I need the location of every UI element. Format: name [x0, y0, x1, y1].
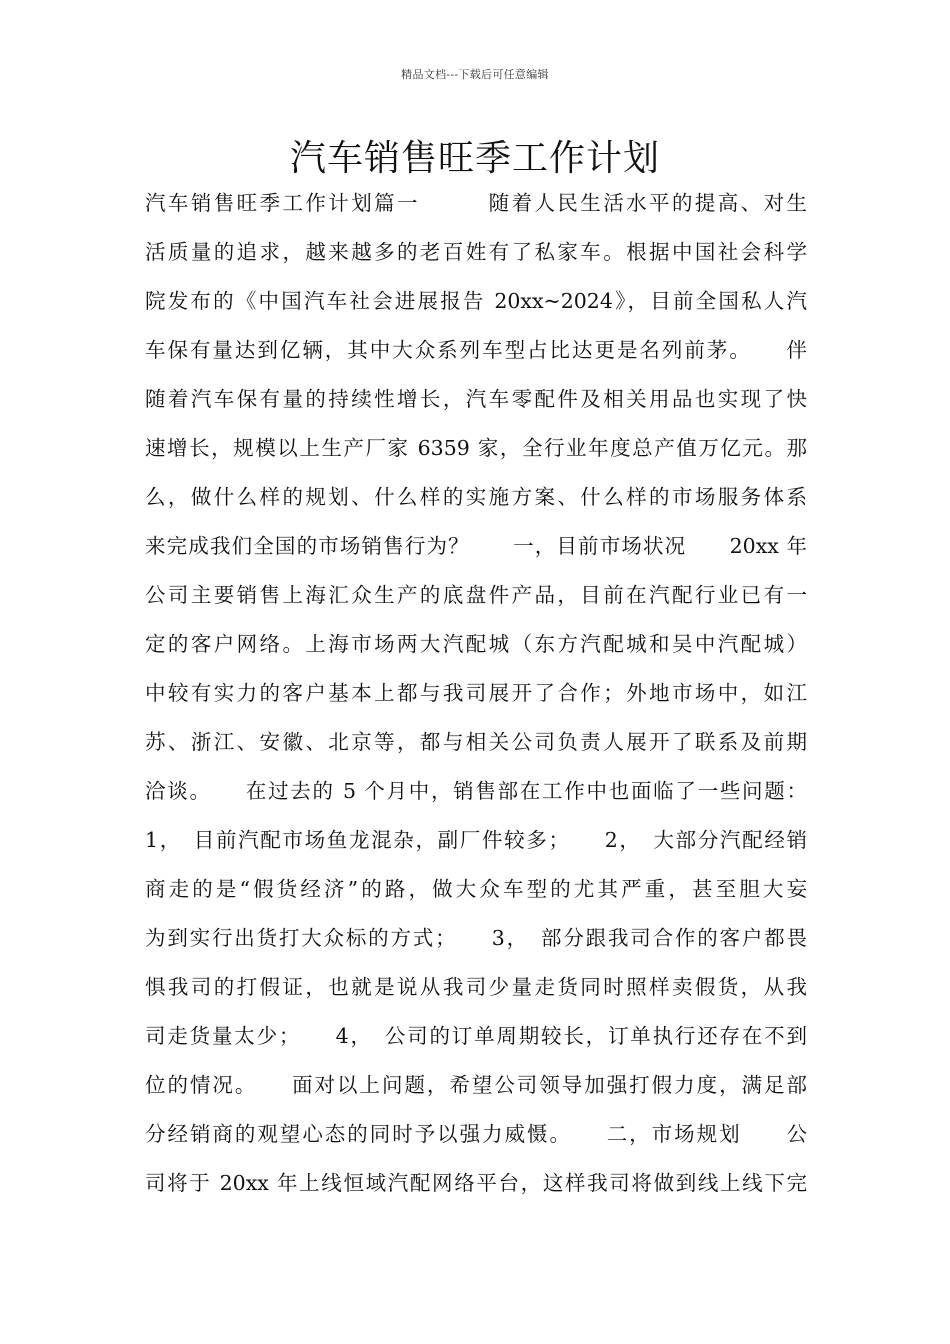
body-line: 1， 目前汽配市场鱼龙混杂，副厂件较多； 2， 大部分汽配经销: [145, 828, 807, 852]
body-line: 分经销商的观望心态的同时予以强力威慑。 二，市场规划 公: [145, 1122, 807, 1146]
body-line: 随着汽车保有量的持续性增长，汽车零配件及相关用品也实现了快: [145, 387, 807, 411]
body-line: 活质量的追求，越来越多的老百姓有了私家车。根据中国社会科学: [145, 240, 807, 264]
body-line: 为到实行出货打大众标的方式； 3， 部分跟我司合作的客户都畏: [145, 926, 807, 950]
body-line: 商走的是“假货经济”的路，做大众车型的尤其严重，甚至胆大妄: [145, 877, 807, 901]
body-line: 院发布的《中国汽车社会进展报告 20xx~2024》，目前全国私人汽: [145, 289, 807, 313]
body-line: 么，做什么样的规划、什么样的实施方案、什么样的市场服务体系: [145, 485, 807, 509]
body-line: 司将于 20xx 年上线恒域汽配网络平台，这样我司将做到线上线下完: [145, 1171, 807, 1195]
body-line: 速增长，规模以上生产厂家 6359 家，全行业年度总产值万亿元。那: [145, 436, 807, 460]
body-line: 司走货量太少； 4， 公司的订单周期较长，订单执行还存在不到: [145, 1024, 807, 1048]
body-line: 洽谈。 在过去的 5 个月中，销售部在工作中也面临了一些问题：: [145, 779, 807, 803]
body-line: 定的客户网络。上海市场两大汽配城（东方汽配城和吴中汽配城）: [145, 632, 807, 656]
body-line: 苏、浙江、安徽、北京等，都与相关公司负责人展开了联系及前期: [145, 730, 807, 754]
body-line: 汽车销售旺季工作计划篇一 随着人民生活水平的提高、对生: [145, 191, 807, 215]
body-line: 来完成我们全国的市场销售行为？ 一，目前市场状况 20xx 年: [145, 534, 807, 558]
header-note: 精品文档---下载后可任意编辑: [401, 68, 549, 81]
document-body: [145, 179, 807, 1208]
body-line: 位的情况。 面对以上问题，希望公司领导加强打假力度，满足部: [145, 1073, 807, 1097]
body-line: 车保有量达到亿辆，其中大众系列车型占比达更是名列前茅。 伴: [145, 338, 807, 362]
body-line: 惧我司的打假证，也就是说从我司少量走货同时照样卖假货，从我: [145, 975, 807, 999]
body-line: 公司主要销售上海汇众生产的底盘件产品，目前在汽配行业已有一: [145, 583, 807, 607]
document-title: 汽车销售旺季工作计划: [289, 138, 660, 179]
body-line: 中较有实力的客户基本上都与我司展开了合作；外地市场中，如江: [145, 681, 807, 705]
